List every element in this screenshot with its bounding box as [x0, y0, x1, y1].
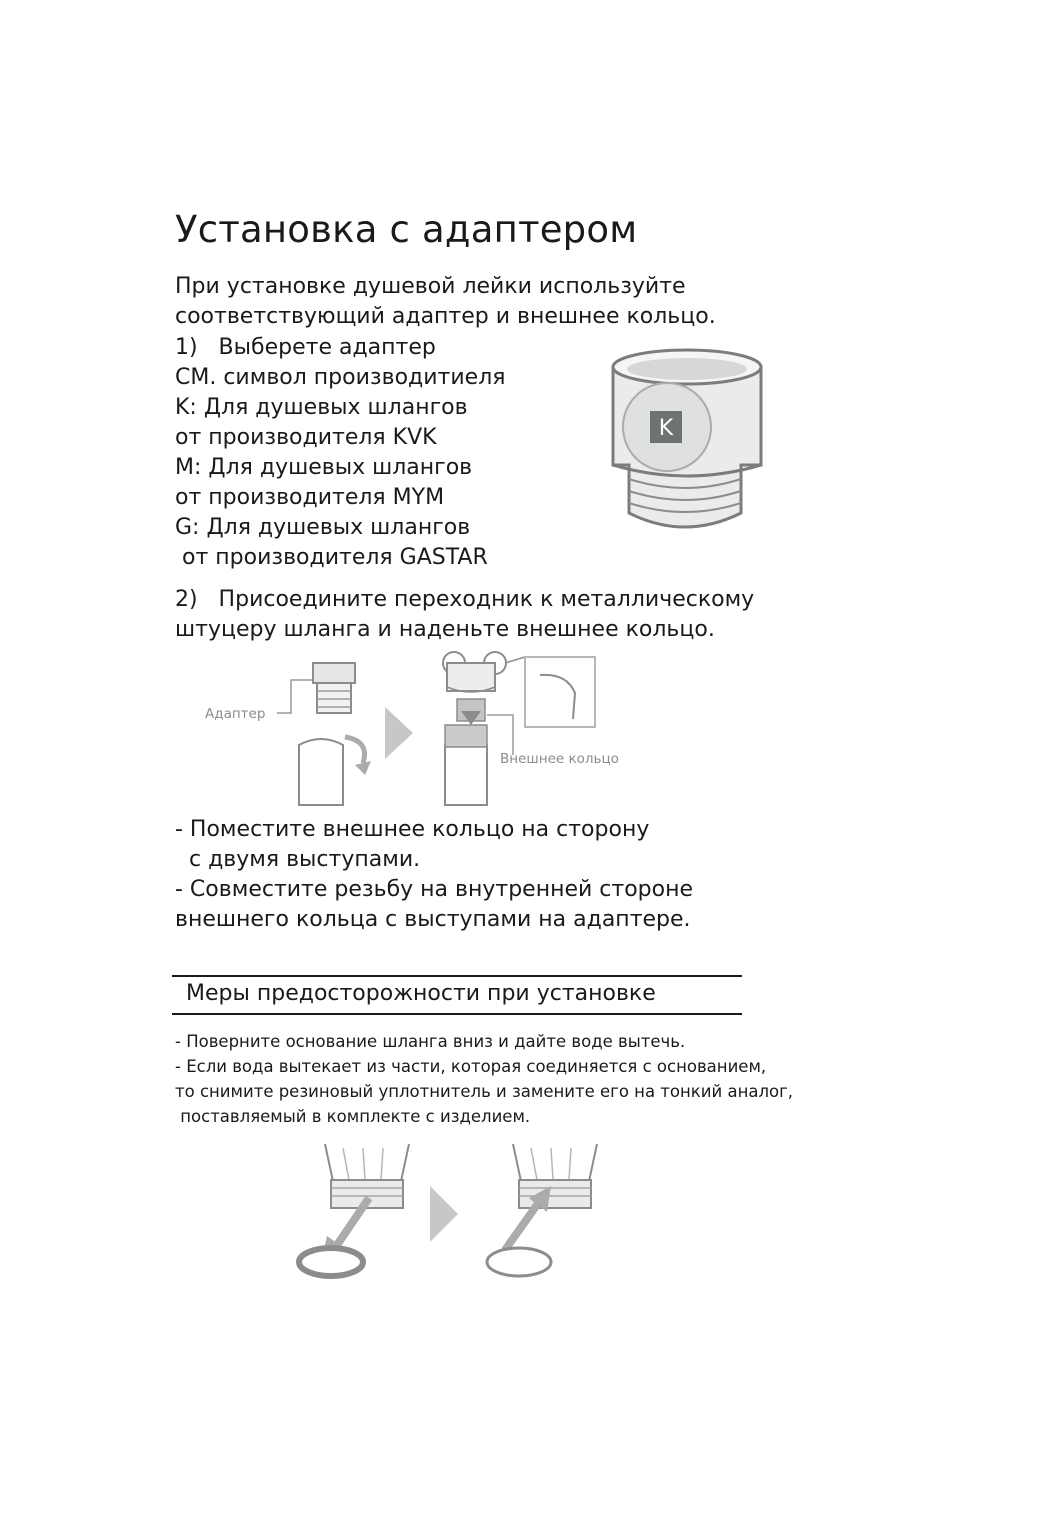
step1-line: от производителя KVK	[175, 425, 437, 450]
intro-line: При установке душевой лейки используйте	[175, 274, 686, 299]
precaution-line: - Если вода вытекает из части, которая соединяется с основанием,	[175, 1057, 767, 1076]
precaution-line: то снимите резиновый уплотнитель и замените его на тонкий аналог,	[175, 1082, 794, 1101]
note-line: с двумя выступами.	[175, 847, 421, 872]
precaution-line: поставляемый в комплекте с изделием.	[175, 1107, 531, 1126]
adapter-mark-letter: K	[658, 416, 674, 441]
notes-block	[175, 815, 693, 935]
precautions-block	[175, 1029, 793, 1129]
warning-bottom-rule	[172, 1013, 742, 1015]
adapter-caption: Адаптер	[205, 706, 266, 722]
warning-title: Меры предосторожности при установке	[186, 981, 656, 1006]
next-step-arrow	[430, 1186, 458, 1242]
note-line: - Поместите внешнее кольцо на сторону	[175, 817, 650, 842]
step1-heading: 1) Выберете адаптер	[175, 335, 436, 360]
warning-top-rule	[172, 975, 742, 977]
step1-line: от производителя GASTAR	[175, 545, 488, 570]
page-title: Установка с адаптером	[175, 208, 638, 251]
step1-line: M: Для душевых шлангов	[175, 455, 473, 480]
step1-line: СМ. символ производитиеля	[175, 365, 506, 390]
note-line: - Совместите резьбу на внутренней стороне	[175, 877, 693, 902]
seal-replace-figure	[285, 1140, 615, 1290]
adapter-attach-figure	[195, 645, 665, 810]
precaution-line: - Поверните основание шланга вниз и дайте воде вытечь.	[175, 1032, 686, 1051]
intro-text	[175, 272, 716, 332]
step1-line: K: Для душевых шлангов	[175, 395, 468, 420]
outer-ring-caption: Внешнее кольцо	[500, 751, 619, 767]
step2-line: штуцеру шланга и наденьте внешнее кольцо.	[175, 617, 715, 642]
next-step-arrow	[385, 707, 413, 759]
step1-line: G: Для душевых шлангов	[175, 515, 471, 540]
step2-block	[175, 585, 754, 645]
note-line: внешнего кольца с выступами на адаптере.	[175, 907, 691, 932]
step1-block	[175, 333, 505, 573]
intro-line: соответствующий адаптер и внешнее кольцо.	[175, 304, 716, 329]
adapter-illustration	[605, 345, 770, 545]
step1-line: от производителя MYM	[175, 485, 445, 510]
step2-line: 2) Присоедините переходник к металлическому	[175, 587, 755, 612]
